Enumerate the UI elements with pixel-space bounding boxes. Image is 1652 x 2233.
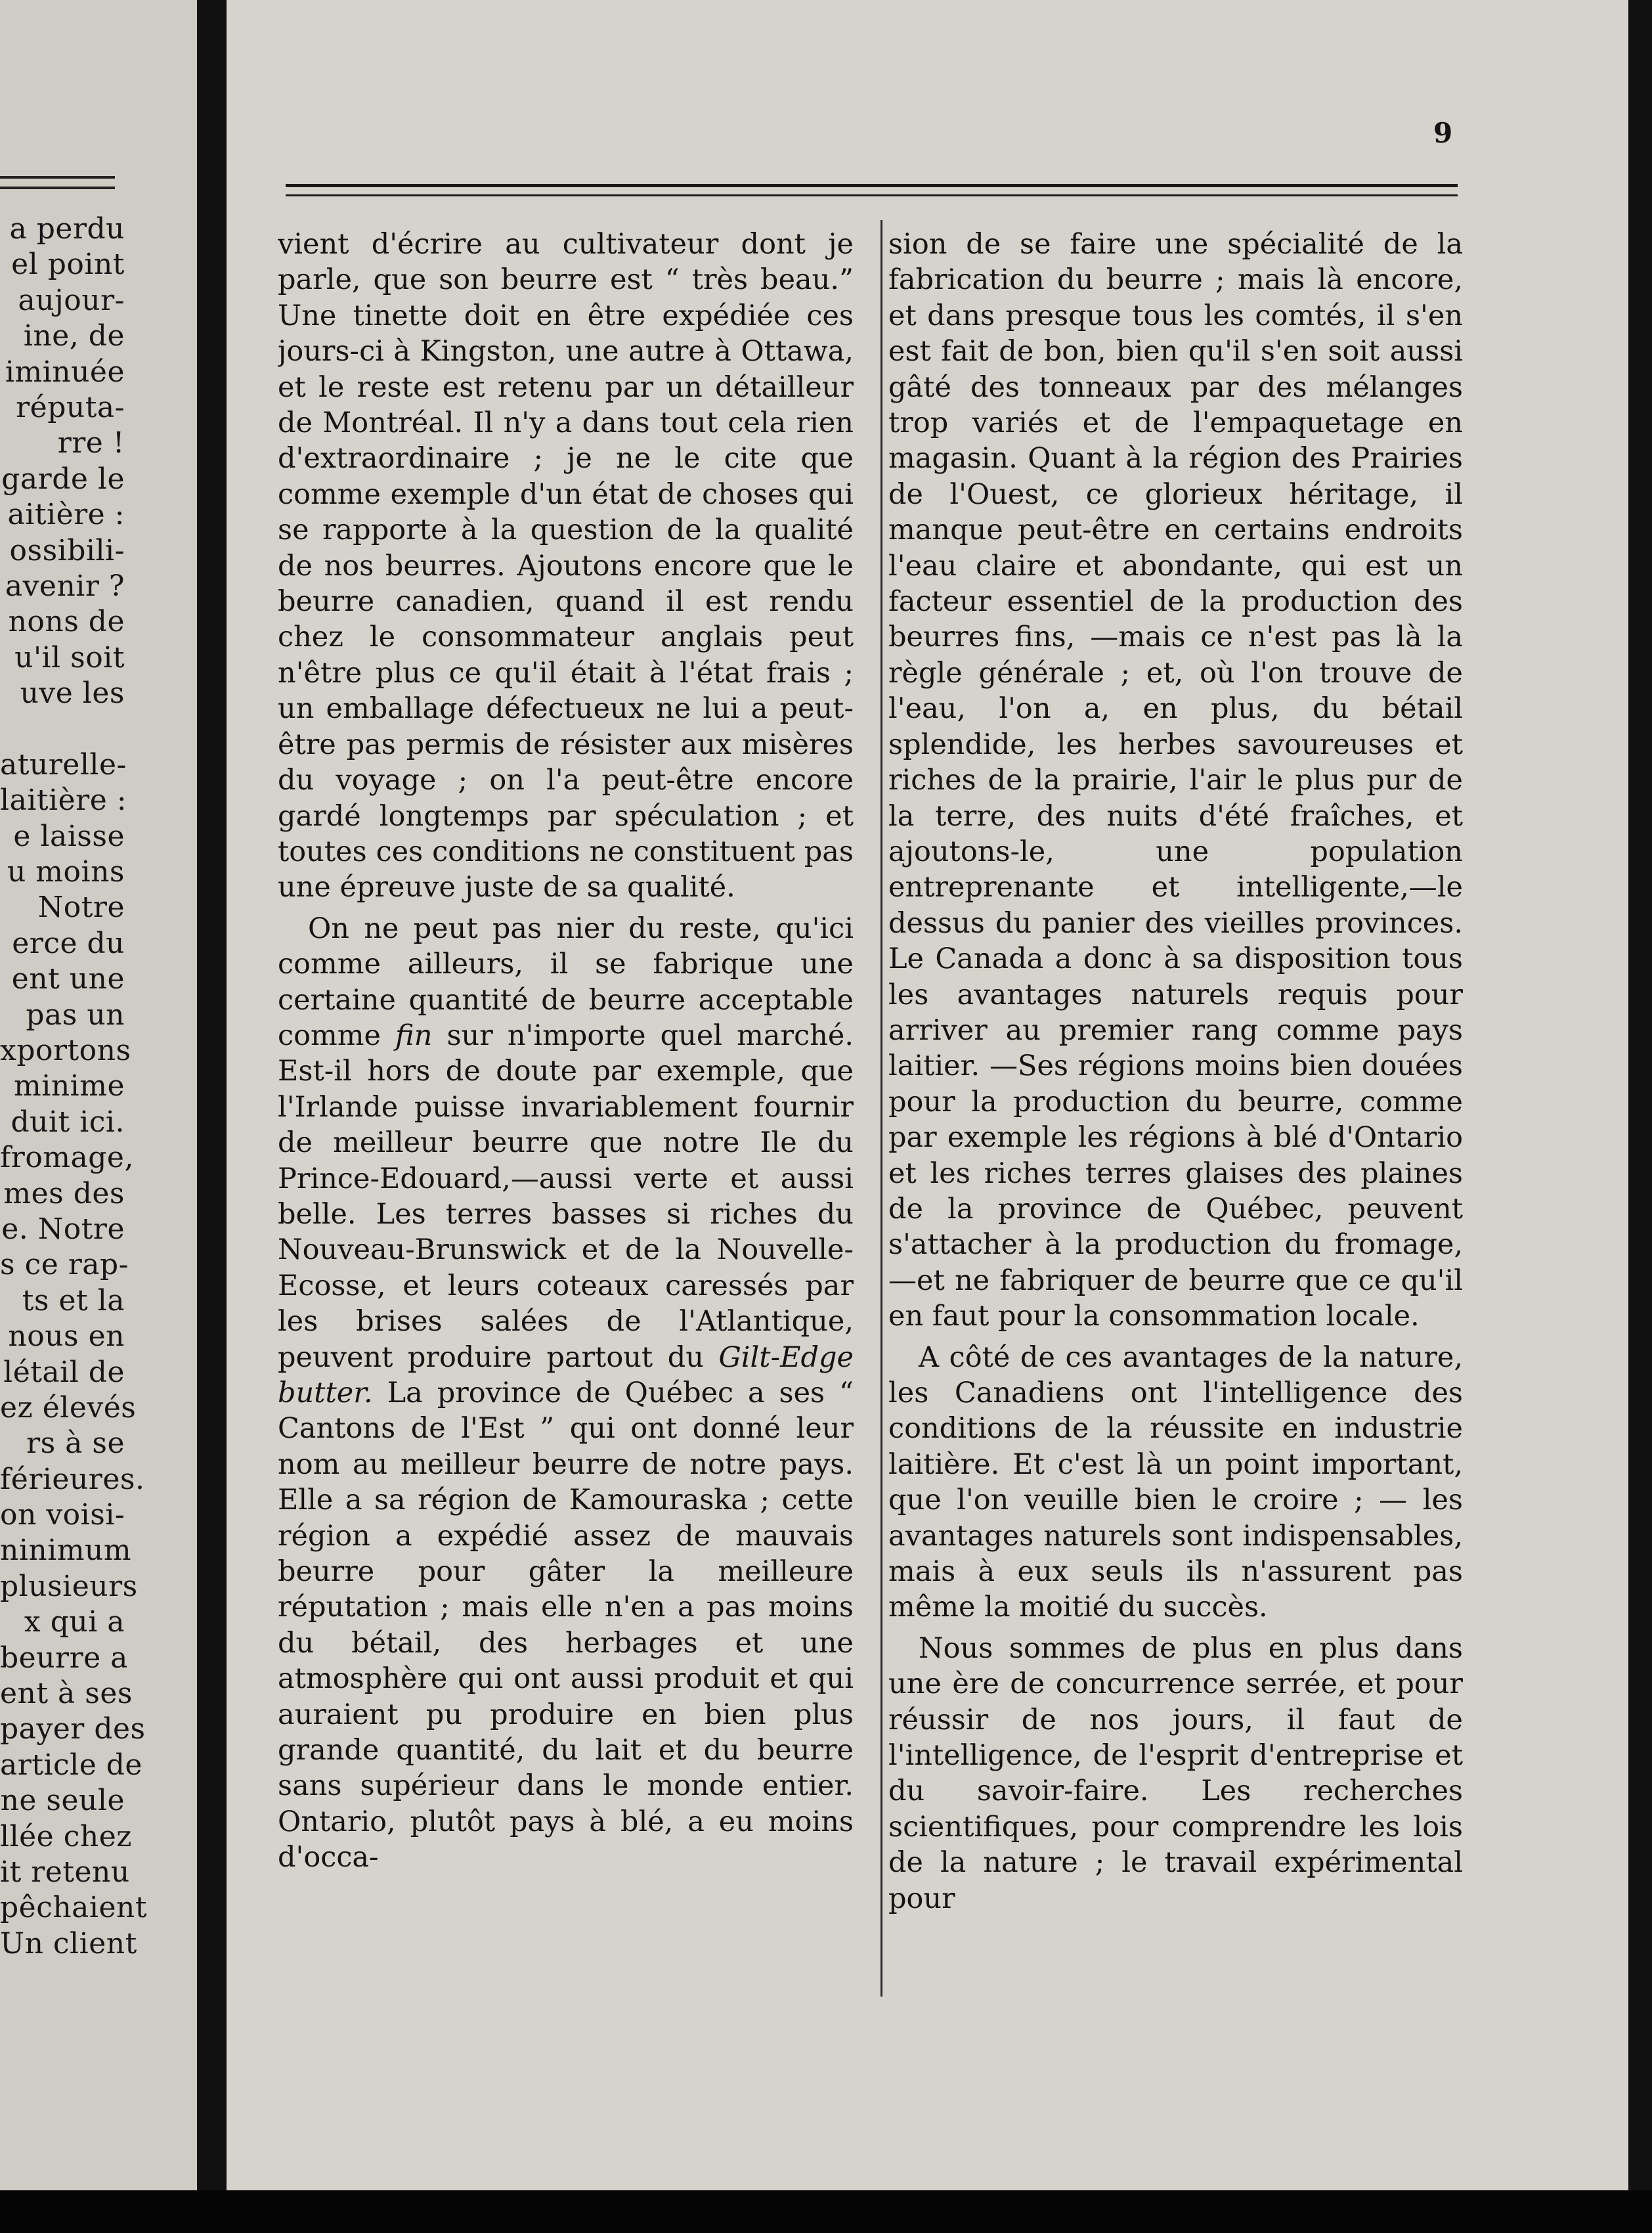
previous-page-line: aujour- (18, 283, 125, 317)
previous-page-line: s ce rap- (0, 1248, 129, 1282)
text-run: La province de Québec a ses “ Cantons de l'Est ” qui ont donné leur nom au meilleur beurre de notre pays. Elle a sa région de Kamouraska ; cette région a expédié assez de mauvais beurre pour gâter la meilleure réputation ; mais elle n'en a pas moins du bétail, des herbages et une atmosphère qui ont aussi produit et qui auraient pu produire en bien plus grande quantité, du lait et du beurre sans supérieur dans le monde entier. Ontario, plutôt pays à blé, a eu moins d'occa- (278, 1377, 854, 1874)
newspaper-page (227, 0, 1628, 2190)
previous-page-line: nous en (8, 1319, 125, 1354)
page-edge-shadow (1628, 0, 1652, 2233)
previous-page-line: iminuée (5, 355, 125, 389)
previous-page-text (0, 211, 148, 1962)
text-column-left (278, 227, 854, 2013)
paragraph: A côté de ces avantages de la nature, les Canadiens ont l'intelligence des conditions de la réussite en industrie laitière. Et c'est là un point important, que l'on veuille bien le croire ; — les avantages naturels sont indispensables, mais à eux seuls ils n'assurent pas même la moitié du succès. (888, 1340, 1463, 1624)
previous-page-line: pêchaient (0, 1891, 148, 1925)
previous-page-line: Notre (37, 891, 125, 925)
paragraph (278, 911, 854, 1876)
previous-page-line: garde le (1, 462, 125, 496)
paragraph: sion de se faire une spécialité de la fabrication du beurre ; mais là encore, et dans presque tous les comtés, il s'en est fait de bon, bien qu'il s'en soit aussi gâté des tonneaux par des mélanges trop variés et de l'empaquetage en magasin. Quant à la région des Prairies de l'Ouest, ce glorieux héritage, il manque peut-être en certains endroits l'eau claire et abondante, qui est un facteur essentiel de la production des beurres fins, —mais ce n'est pas là la règle générale ; et, où l'on trouve de l'eau, l'on a, en plus, du bétail splendide, les herbes savoureuses et riches de la prairie, l'air le plus pur de la terre, des nuits d'été fraîches, et ajoutons-le, une population entreprenante et intelligente,—le dessus du panier des vieilles provinces. Le Canada a donc à sa disposition tous les avantages naturels requis pour arriver au premier rang comme pays laitier. —Ses régions moins bien douées pour la production du beurre, comme par exemple les régions à blé d'Ontario et les riches terres glaises des plaines de la province de Québec, peuvent s'attacher à la production du fromage,—et ne fabriquer de beurre que ce qu'il en faut pour la consommation locale. (888, 228, 1463, 1333)
text-run: On ne peut pas nier du reste, qu'ici comme ailleurs, il se fabrique une certaine quantité de beurre acceptable comme (278, 912, 854, 1052)
previous-page-line: ne seule (0, 1784, 125, 1818)
previous-page-line: x qui a (24, 1605, 125, 1639)
previous-page-line: rre ! (57, 426, 125, 460)
previous-page-strip (0, 0, 197, 2233)
previous-page-line: beurre a (0, 1641, 128, 1675)
paragraph: Nous sommes de plus en plus dans une ère de concurrence serrée, et pour réussir de nos jours, il faut de l'intelligence, de l'esprit d'entreprise et du savoir-faire. Les recherches scientifiques, pour comprendre les lois de la nature ; le travail expérimental pour (888, 1631, 1463, 1915)
previous-page-rule (0, 176, 115, 179)
header-rule-top (286, 184, 1458, 187)
previous-page-line: rs à se (26, 1426, 125, 1461)
previous-page-line: e. Notre (1, 1212, 125, 1246)
previous-page-line: aturelle- (0, 747, 127, 782)
previous-page-line: pas un (26, 998, 125, 1032)
previous-page-line: erce du (12, 926, 125, 960)
previous-page-line: aitière : (7, 498, 125, 532)
binding-gutter (197, 0, 227, 2233)
previous-page-line: minime (14, 1069, 125, 1103)
previous-page-line: ine, de (23, 319, 125, 353)
previous-page-line: on voisi- (0, 1498, 125, 1532)
italic-text: fin (395, 1019, 433, 1052)
previous-page-line: duit ici. (11, 1105, 125, 1139)
text-run: sur n'importe quel marché. Est-il hors de doute par exemple, que l'Irlande puisse invariablement fournir de meilleur beurre que notre Ile du Prince-Edouard,—aussi verte et aussi belle. Les terres basses si riches du Nouveau-Brunswick et de la Nouvelle-Ecosse, et leurs coteaux caressés par les brises salées de l'Atlantique, peuvent produire partout du (278, 1019, 854, 1374)
previous-page-line: xportons (0, 1033, 131, 1067)
column-divider (880, 220, 882, 1997)
previous-page-line: article de (0, 1748, 142, 1782)
previous-page-rule (0, 187, 115, 189)
previous-page-line: ninimum (0, 1534, 132, 1568)
previous-page-line: létail de (3, 1355, 125, 1389)
previous-page-line: mes des (3, 1176, 125, 1210)
previous-page-line: llée chez (0, 1819, 132, 1853)
paragraph: vient d'écrire au cultivateur dont je parle, que son beurre est “ très beau.” Une tinette doit en être expédiée ces jours-ci à Kingston, une autre à Ottawa, et le reste est retenu par un détailleur de Montréal. Il n'y a dans tout cela rien d'extraordinaire ; je ne le cite que comme exemple d'un état de choses qui se rapporte à la question de la qualité de nos beurres. Ajoutons encore que le beurre canadien, quand il est rendu chez le consommateur anglais peut n'être plus ce qu'il était à l'état frais ; un emballage défectueux ne lui a peut-être pas permis de résister aux misères du voyage ; on l'a peut-être encore gardé longtemps par spéculation ; et toutes ces conditions ne constituent pas une épreuve juste de sa qualité. (278, 228, 854, 904)
previous-page-line: ez élevés (0, 1390, 137, 1425)
previous-page-line: plusieurs (0, 1569, 138, 1603)
previous-page-line: réputa- (16, 390, 125, 424)
previous-page-line: e laisse (13, 819, 125, 853)
previous-page-line: nons de (8, 605, 125, 639)
previous-page-line: el point (11, 248, 125, 282)
previous-page-line: u moins (7, 855, 125, 889)
previous-page-line: ent une (11, 962, 125, 996)
previous-page-line: ossibili- (9, 533, 125, 567)
previous-page-line: u'il soit (14, 640, 125, 674)
scan-border (0, 2190, 1652, 2233)
header-rule-bottom (286, 194, 1458, 196)
italic-text: Gilt-Edge butter. (278, 1340, 854, 1409)
previous-page-line: ent à ses (0, 1677, 133, 1711)
previous-page-line: laitière : (0, 784, 127, 818)
text-column-right (888, 227, 1463, 2013)
previous-page-line: avenir ? (5, 569, 125, 603)
previous-page-line: fromage, (0, 1141, 134, 1175)
previous-page-line: it retenu (0, 1855, 130, 1889)
previous-page-line: a perdu (9, 212, 125, 246)
previous-page-line: payer des (0, 1712, 146, 1746)
previous-page-line (0, 711, 125, 747)
page-number: 9 (1433, 117, 1453, 149)
previous-page-line: Un client (0, 1926, 137, 1960)
previous-page-line: ts et la (22, 1283, 125, 1317)
previous-page-line: uve les (20, 676, 125, 711)
previous-page-line: férieures. (0, 1462, 145, 1496)
